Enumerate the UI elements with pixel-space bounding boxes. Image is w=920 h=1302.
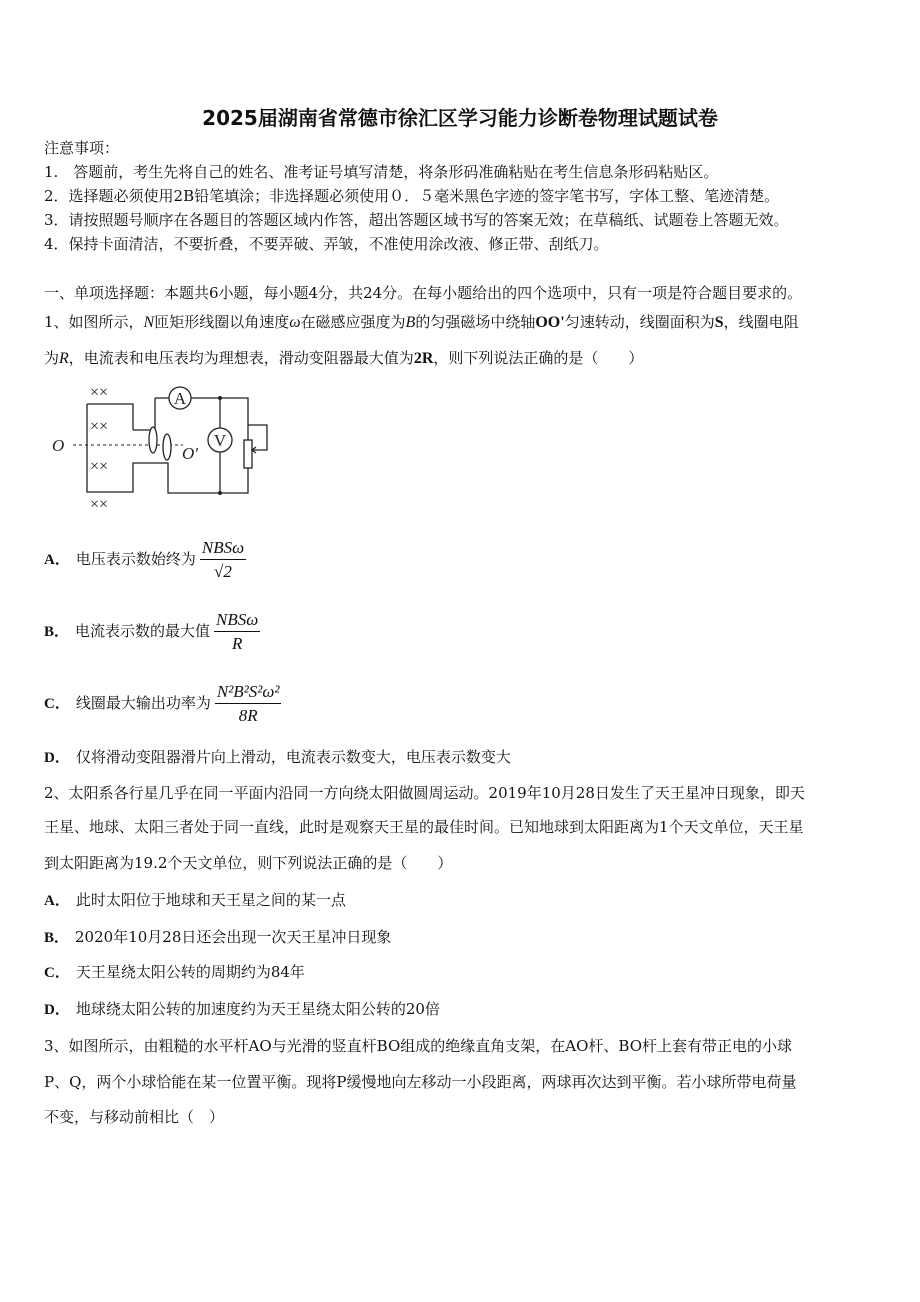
note-item: 3．请按照题号顺序在各题目的答题区域内作答，超出答题区域书写的答案无效；在草稿纸、试题卷上答题无效。 bbox=[44, 211, 789, 229]
question-3-line: 不变，与移动前相比（ ） bbox=[44, 1108, 225, 1126]
page-title: 2025届湖南省常德市徐汇区学习能力诊断卷物理试题试卷 bbox=[202, 106, 718, 130]
note-item: 4．保持卡面清洁，不要折叠，不要弄破、弄皱，不准使用涂改液、修正带、刮纸刀。 bbox=[44, 235, 609, 253]
q2-option-c[interactable]: C． 天王星绕太阳公转的周期约为84年 bbox=[44, 963, 305, 981]
q2-option-a[interactable]: A． 此时太阳位于地球和天王星之间的某一点 bbox=[44, 891, 346, 909]
axis-label-o-prime: O' bbox=[182, 444, 198, 463]
note-item: 1. 答题前，考生先将自己的姓名、准考证号填写清楚，将条形码准确粘贴在考生信息条形码粘贴区。 bbox=[44, 163, 719, 181]
magnetic-field-cross: ×× bbox=[90, 418, 109, 435]
question-1-line-1: 1、如图所示，N匝矩形线圈以角速度ω在磁感应强度为B的匀强磁场中绕轴OO'匀速转动，线圈面积为S，线圈电阻 bbox=[44, 313, 799, 331]
question-3-line: 3、如图所示，由粗糙的水平杆AO与光滑的竖直杆BO组成的绝缘直角支架，在AO杆、BO杆上套有带正电的小球 bbox=[44, 1037, 793, 1055]
q2-option-d[interactable]: D． 地球绕太阳公转的加速度约为天王星绕太阳公转的20倍 bbox=[44, 1000, 440, 1018]
question-2-line: 到太阳距离为19.2个天文单位，则下列说法正确的是（ ） bbox=[44, 854, 453, 872]
question-2-line: 2、太阳系各行星几乎在同一平面内沿同一方向绕太阳做圆周运动。2019年10月28日发生了天王星冲日现象，即天 bbox=[44, 784, 805, 802]
question-3-line: P、Q，两个小球恰能在某一位置平衡。现将P缓慢地向左移动一小段距离，两球再次达到平衡。若小球所带电荷量 bbox=[44, 1073, 797, 1091]
q1-option-b[interactable]: B． 电流表示数的最大值 $\frac{\text{NBSω}}{R}$ bbox=[44, 609, 259, 653]
question-2-line: 王星、地球、太阳三者处于同一直线，此时是观察天王星的最佳时间。已知地球到太阳距离为1个天文单位，天王星 bbox=[44, 818, 804, 836]
q1-option-d[interactable]: D． 仅将滑动变阻器滑片向上滑动，电流表示数变大，电压表示数变大 bbox=[44, 748, 511, 766]
question-1-line-2: 为R，电流表和电压表均为理想表，滑动变阻器最大值为2R，则下列说法正确的是（ ） bbox=[44, 349, 644, 367]
section-heading: 一、单项选择题：本题共6小题，每小题4分，共24分。在每小题给出的四个选项中，只有一项是符合题目要求的。 bbox=[44, 284, 803, 302]
magnetic-field-cross: ×× bbox=[90, 458, 109, 475]
ammeter-label: A bbox=[173, 389, 187, 408]
q1-option-a[interactable]: A． 电压表示数始终为 $\frac{\text{NBSω}}{√2}$ bbox=[44, 537, 245, 581]
notes-heading: 注意事项： bbox=[44, 139, 120, 157]
axis-label-o: O bbox=[52, 436, 65, 455]
magnetic-field-cross: ×× bbox=[90, 384, 109, 401]
note-item: 2．选择题必须使用2B铅笔填涂；非选择题必须使用０．５毫米黑色字迹的签字笔书写，字体工整、笔迹清楚。 bbox=[44, 187, 780, 205]
voltmeter-label: V bbox=[213, 431, 227, 450]
q2-option-b[interactable]: B． 2020年10月28日还会出现一次天王星冲日现象 bbox=[44, 928, 392, 946]
q1-option-c[interactable]: C． 线圈最大输出功率为 $\frac{\text{N²B²S²ω²}}{8R}$ bbox=[44, 681, 280, 725]
magnetic-field-cross: ×× bbox=[90, 496, 109, 513]
slip-ring bbox=[163, 434, 171, 460]
circuit-diagram bbox=[40, 375, 280, 515]
rheostat bbox=[244, 440, 252, 468]
slip-ring bbox=[149, 427, 157, 453]
